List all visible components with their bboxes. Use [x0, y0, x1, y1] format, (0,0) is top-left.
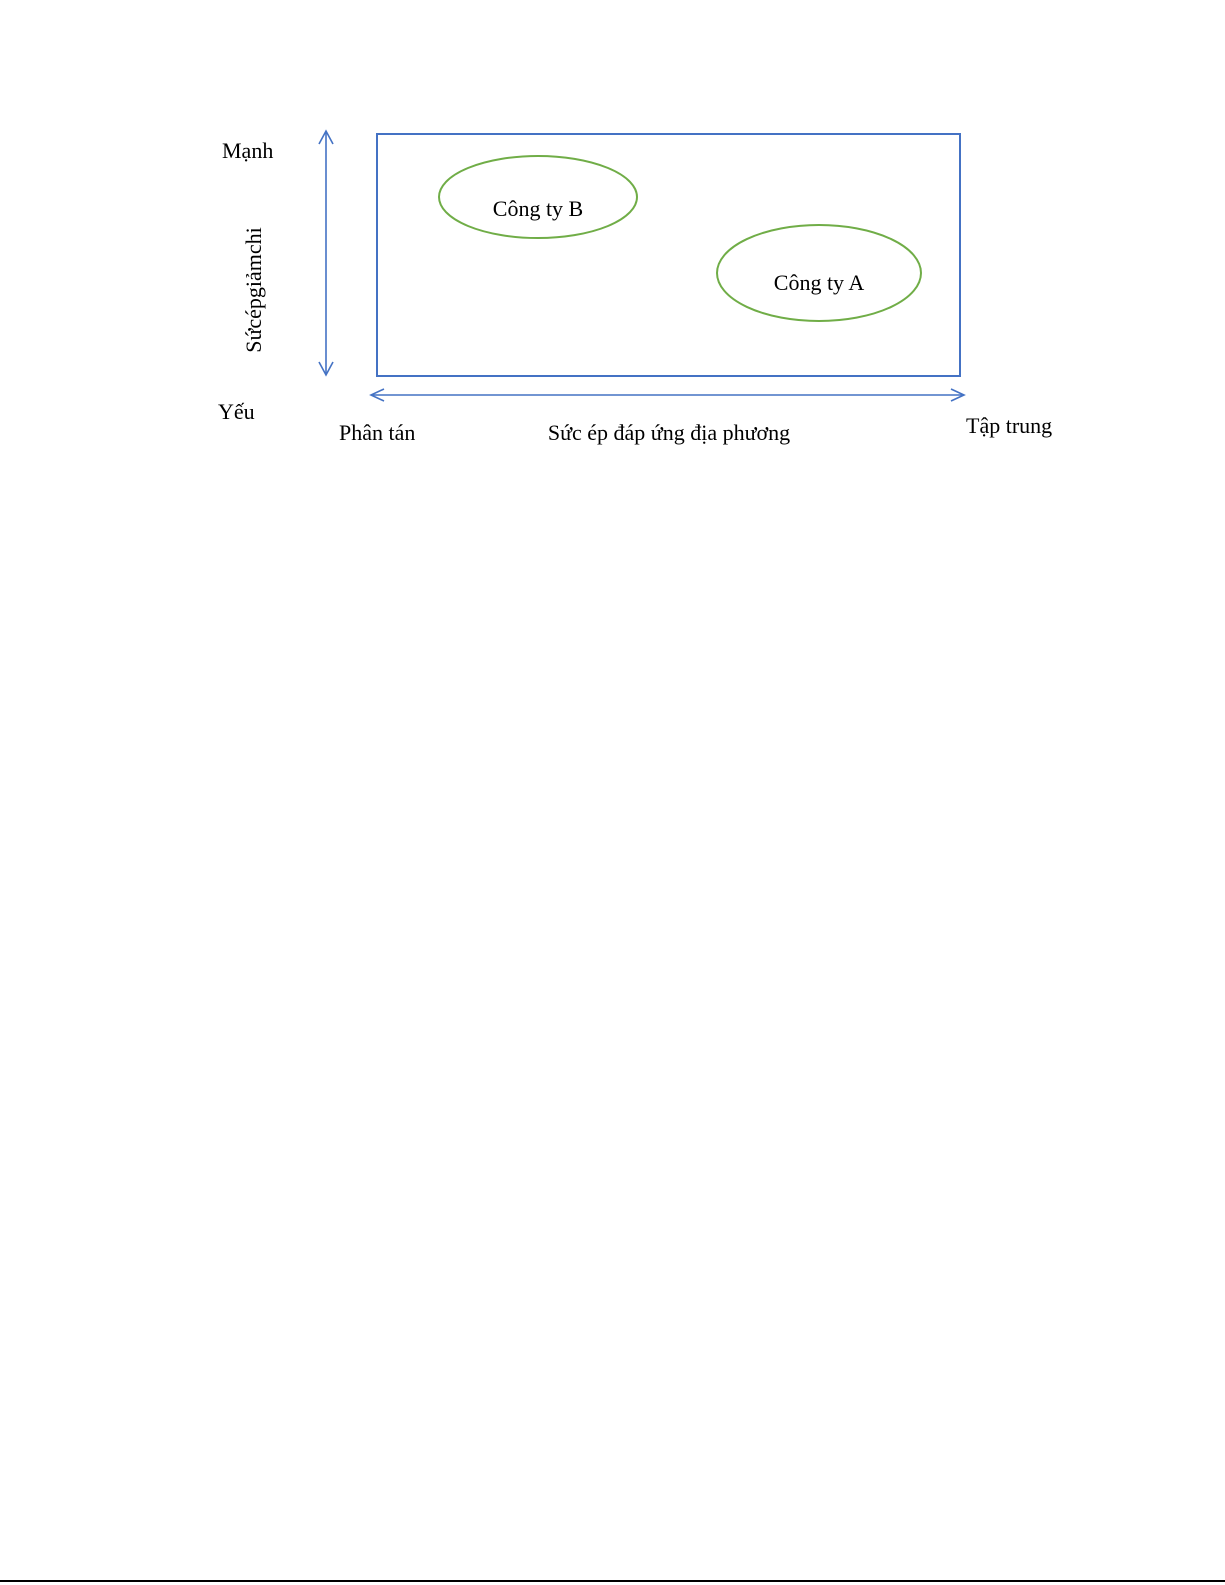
y-axis-title: Sứcépgiảmchi — [241, 227, 266, 353]
x-axis-left-label: Phân tán — [339, 420, 416, 445]
vertical-double-arrow — [319, 131, 333, 375]
company-a-label: Công ty A — [773, 270, 865, 295]
page-bottom-border — [0, 1580, 1225, 1582]
y-axis-top-label: Mạnh — [222, 138, 274, 163]
x-axis-right-label: Tập trung — [966, 413, 1053, 438]
y-axis-bottom-label: Yếu — [218, 399, 255, 424]
x-axis-title: Sức ép đáp ứng địa phương — [547, 420, 791, 445]
horizontal-double-arrow — [371, 389, 964, 401]
company-b-label: Công ty B — [492, 196, 584, 221]
